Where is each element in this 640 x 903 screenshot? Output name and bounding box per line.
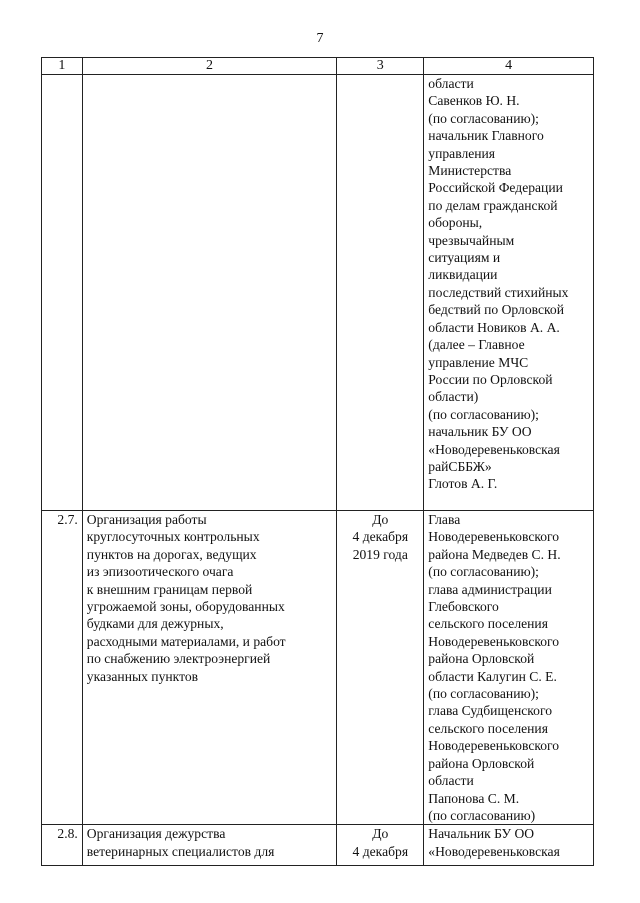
item-number: 2.8.	[42, 825, 83, 866]
cell-text-line: «Новодеревеньковская	[428, 843, 560, 859]
cell-text-line: До	[372, 512, 389, 527]
cell-text-line: области	[428, 773, 474, 789]
cell-text-line: ветеринарных специалистов для	[86, 843, 275, 859]
cell-text-line: Министерства	[428, 163, 512, 179]
responsible-cell	[424, 825, 594, 866]
cell-text-line: Глотов А. Г.	[428, 476, 498, 492]
cell-text-line: (по согласованию);	[428, 564, 539, 580]
cell-text-line: района Медведев С. Н.	[428, 546, 561, 562]
responsible-cell	[424, 75, 594, 511]
cell-text-line: Новодеревеньковского	[428, 738, 560, 754]
cell-text-line: последствий стихийных	[428, 284, 569, 300]
cell-text-line: по делам гражданской	[428, 197, 558, 213]
cell-text-line: обороны,	[428, 215, 483, 231]
cell-text-line: чрезвычайным	[428, 232, 515, 248]
table-row	[42, 75, 594, 511]
cell-text-line: по снабжению электроэнергией	[86, 651, 271, 667]
cell-text-line: Новодеревеньковского	[428, 633, 560, 649]
activity-cell	[82, 825, 337, 866]
cell-text-line: указанных пунктов	[86, 668, 199, 684]
cell-text-line: к внешним границам первой	[86, 581, 253, 597]
cell-text-line: райСББЖ»	[428, 458, 492, 474]
cell-text-line: Начальник БУ ОО	[428, 826, 535, 842]
deadline-cell	[337, 75, 424, 511]
cell-text-line: Организация дежурства	[86, 826, 226, 842]
cell-text-line: бедствий по Орловской	[428, 302, 564, 318]
cell-text-line: 4 декабря	[352, 843, 409, 859]
cell-text-line: области	[428, 76, 474, 91]
item-number	[42, 75, 83, 511]
table-header-row	[42, 58, 594, 75]
cell-text-line: сельского поселения	[428, 616, 548, 632]
cell-text-line: (по согласованию);	[428, 686, 539, 702]
activity-cell	[82, 75, 337, 511]
cell-text-line: Новодеревеньковского	[428, 529, 560, 545]
cell-text-line: Организация работы	[86, 512, 207, 527]
cell-text-line: области Калугин С. Е.	[428, 668, 557, 684]
cell-text-line: области)	[428, 389, 479, 405]
column-header-3: 3	[337, 58, 424, 75]
cell-text-line: До	[372, 826, 389, 842]
cell-text-line: глава Судбищенского	[428, 703, 552, 719]
cell-text-line: глава администрации	[428, 581, 552, 597]
cell-text-line: области Новиков А. А.	[428, 319, 560, 335]
column-header-1: 1	[42, 58, 83, 75]
table-row	[42, 511, 594, 825]
cell-text-line: расходными материалами, и работ	[86, 633, 286, 649]
cell-text-line: «Новодеревеньковская	[428, 441, 560, 457]
cell-text-line: пунктов на дорогах, ведущих	[86, 546, 257, 562]
cell-text-line: (по согласованию)	[428, 807, 536, 823]
cell-text-line: Папонова С. М.	[428, 790, 520, 806]
cell-text-line: Глебовского	[428, 599, 499, 615]
cell-text-line: сельского поселения	[428, 720, 548, 736]
cell-text-line: круглосуточных контрольных	[86, 529, 260, 545]
cell-text-line: 4 декабря	[352, 529, 409, 545]
cell-text-line: района Орловской	[428, 651, 535, 667]
cell-text-line: из эпизоотического очага	[86, 564, 234, 580]
cell-text-line: (далее – Главное	[428, 337, 525, 353]
cell-text-line: 2019 года	[352, 546, 408, 562]
cell-text-line: угрожаемой зоны, оборудованных	[86, 599, 285, 615]
cell-text-line: Глава	[428, 512, 461, 527]
cell-text-line: Российской Федерации	[428, 180, 563, 196]
responsible-cell	[424, 511, 594, 825]
plan-table	[41, 57, 594, 866]
page-number: 7	[316, 31, 324, 46]
item-number: 2.7.	[42, 511, 83, 825]
cell-text-line: будками для дежурных,	[86, 616, 224, 632]
cell-text-line: (по согласованию);	[428, 110, 539, 126]
cell-text-line: ситуациям и	[428, 250, 501, 266]
deadline-cell	[337, 511, 424, 825]
cell-text-line: России по Орловской	[428, 371, 553, 387]
cell-text-line: района Орловской	[428, 755, 535, 771]
cell-text-line: начальник БУ ОО	[428, 424, 532, 440]
cell-text-line: (по согласованию);	[428, 406, 539, 422]
cell-text-line: ликвидации	[428, 267, 498, 283]
cell-text-line: начальник Главного	[428, 128, 544, 144]
column-header-4: 4	[424, 58, 594, 75]
cell-text-line: Савенков Ю. Н.	[428, 93, 520, 109]
column-header-2: 2	[82, 58, 337, 75]
activity-cell	[82, 511, 337, 825]
deadline-cell	[337, 825, 424, 866]
table-row	[42, 825, 594, 866]
cell-text-line: управление МЧС	[428, 354, 529, 370]
cell-text-line: управления	[428, 145, 496, 161]
